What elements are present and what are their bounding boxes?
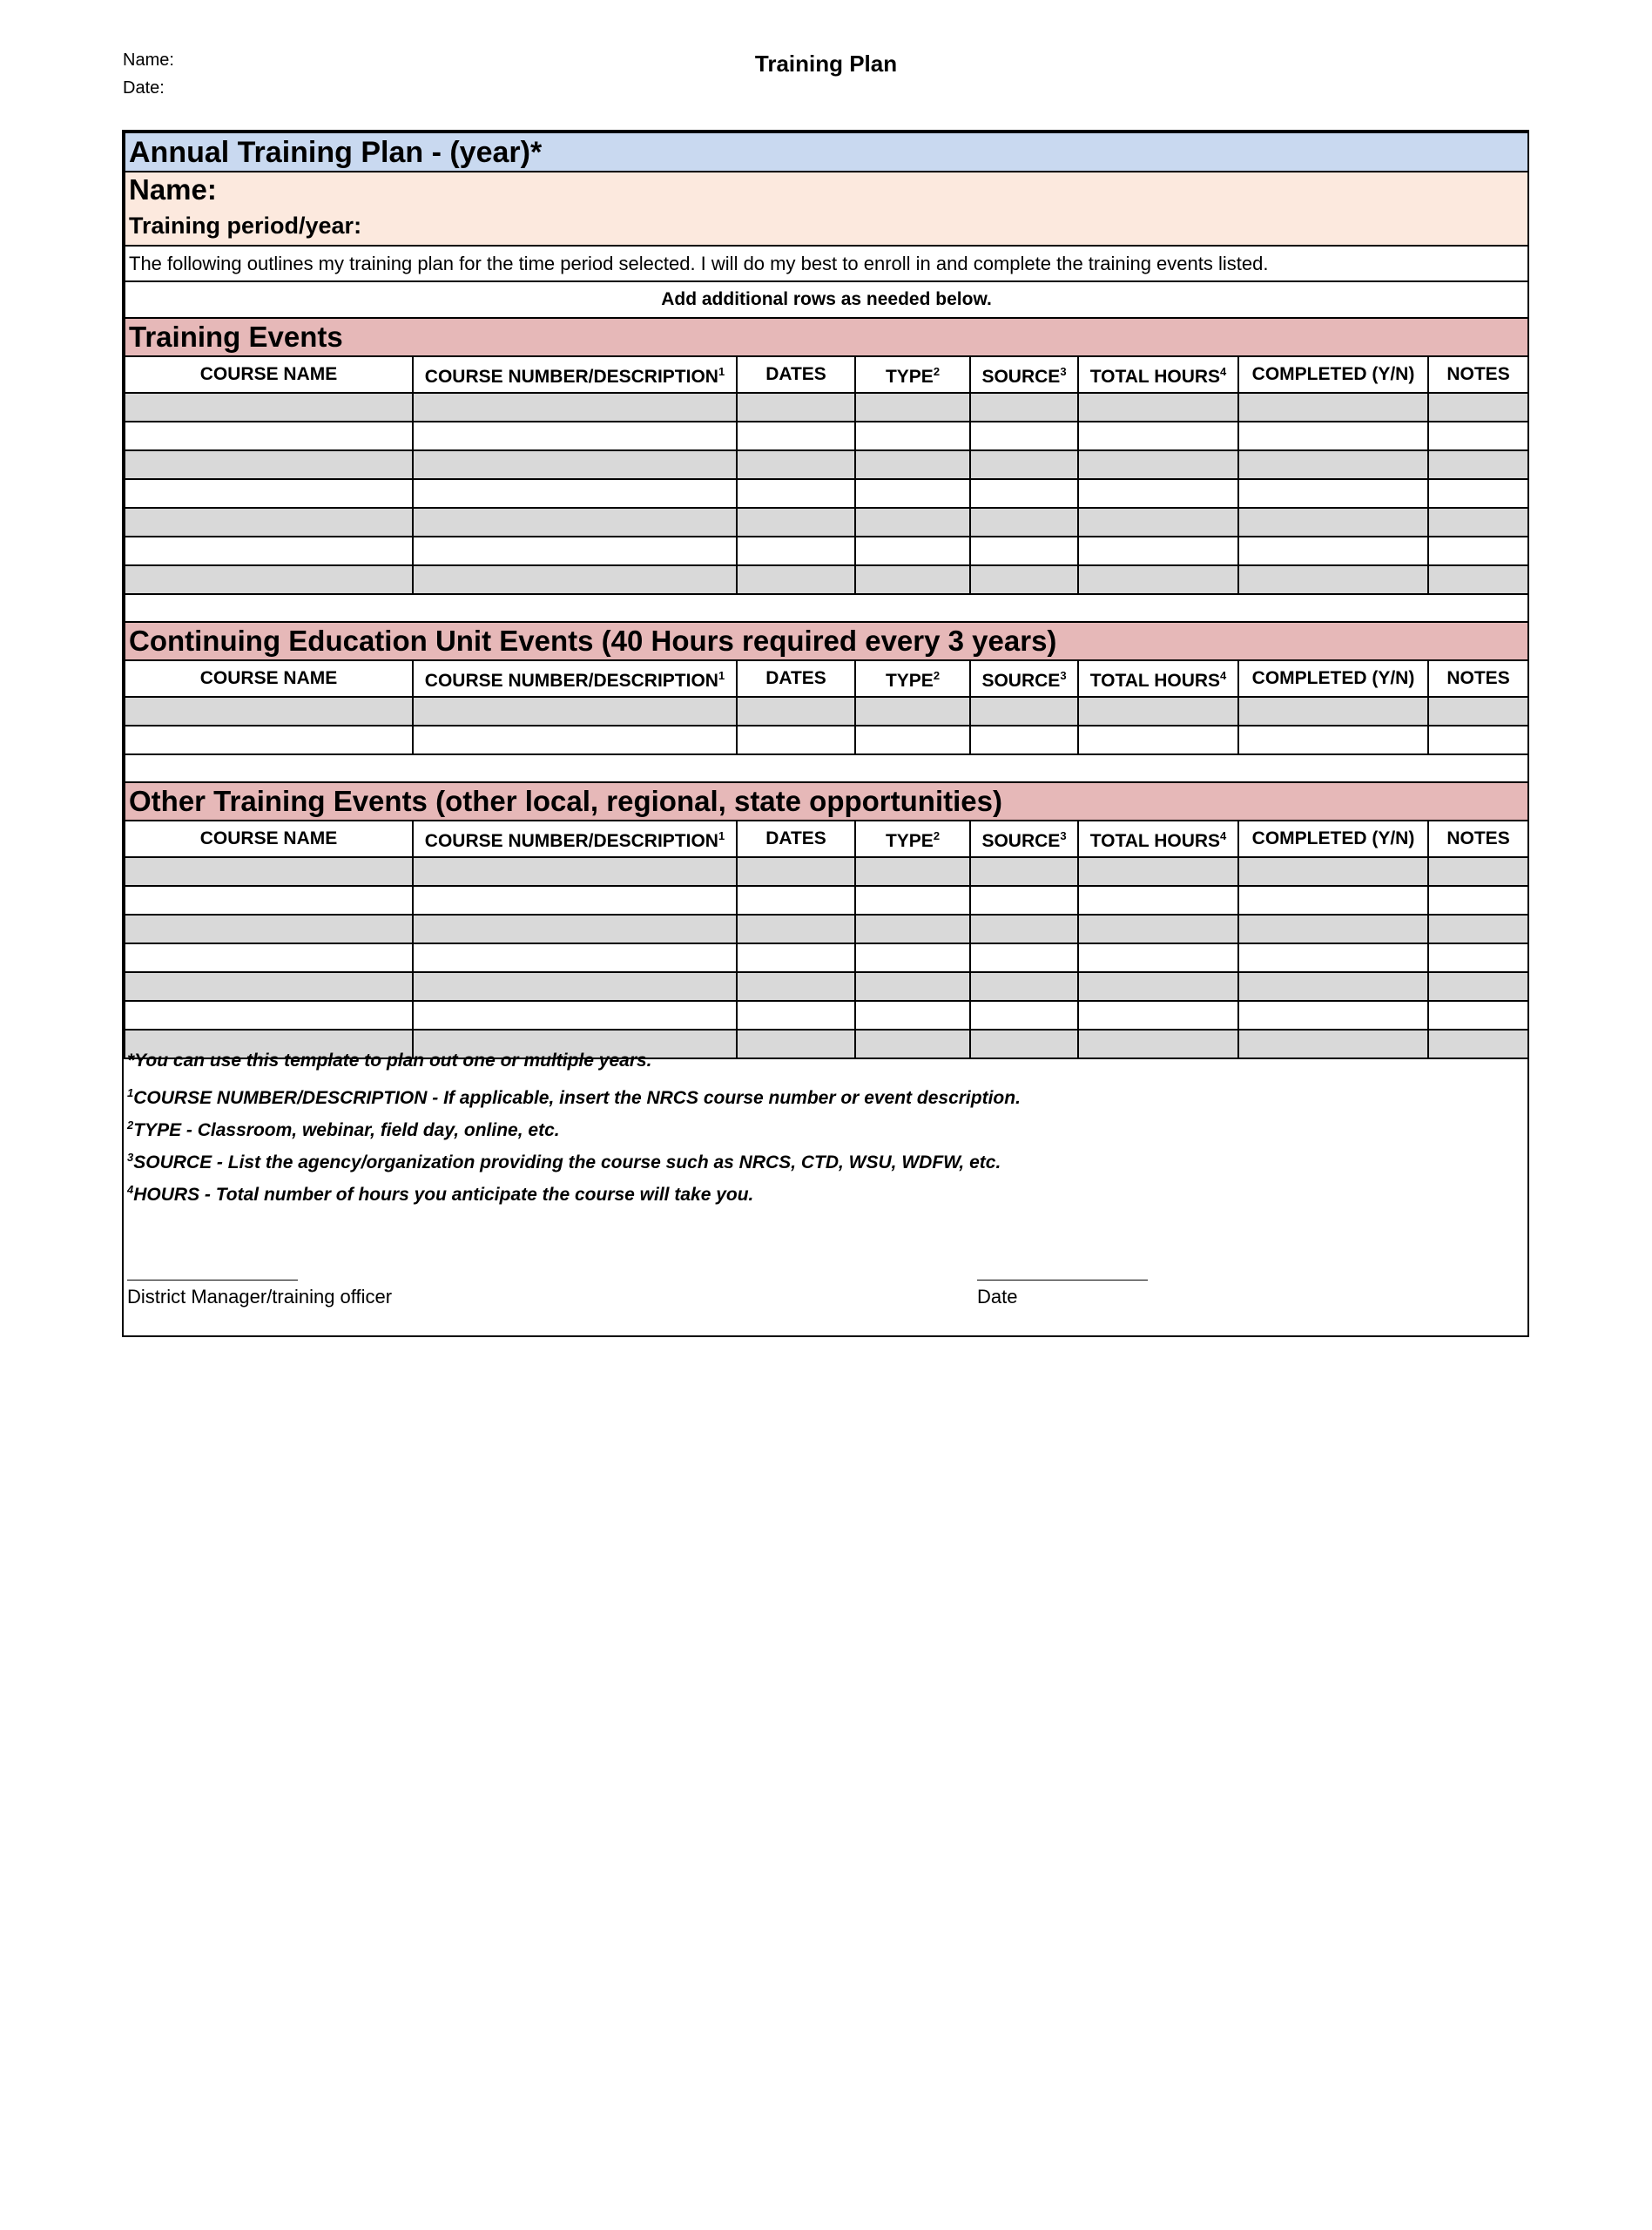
cell-completed-y-n[interactable]	[1238, 450, 1428, 479]
cell-notes[interactable]	[1428, 422, 1528, 450]
column-header-label: DATES	[765, 828, 826, 848]
cell-total-hours[interactable]	[1078, 565, 1238, 594]
cell-source[interactable]	[970, 422, 1078, 450]
footnote-text: HOURS - Total number of hours you anticipate the course will take you.	[133, 1185, 754, 1205]
footnote-number: 2	[127, 1118, 134, 1132]
footnote	[127, 1173, 1346, 1206]
cell-type[interactable]	[855, 972, 970, 1001]
cell-notes[interactable]	[1428, 1030, 1528, 1058]
cell-total-hours[interactable]	[1078, 697, 1238, 726]
cell-completed-y-n[interactable]	[1238, 943, 1428, 972]
footnote-marker: 1	[718, 829, 725, 842]
column-header-label: NOTES	[1446, 364, 1510, 384]
cell-total-hours[interactable]	[1078, 726, 1238, 754]
training-plan-table	[124, 132, 1529, 1059]
table-row	[125, 943, 1528, 972]
footnote-marker: 4	[1220, 365, 1227, 378]
cell-source[interactable]	[970, 393, 1078, 422]
cell-source[interactable]	[970, 508, 1078, 537]
cell-total-hours[interactable]	[1078, 422, 1238, 450]
cell-notes[interactable]	[1428, 450, 1528, 479]
cell-source[interactable]	[970, 972, 1078, 1001]
section-spacer	[125, 754, 1528, 782]
column-header-row	[125, 821, 1528, 857]
footnote	[127, 1109, 1346, 1141]
column-header-label: COURSE NAME	[199, 364, 338, 384]
column-header-label: TYPE	[885, 367, 934, 387]
cell-type[interactable]	[855, 726, 970, 754]
column-header-total-hours	[1078, 356, 1238, 393]
table-row	[125, 393, 1528, 422]
table-row	[125, 450, 1528, 479]
date-signature-line[interactable]	[977, 1280, 1148, 1281]
cell-course-name[interactable]	[125, 1001, 413, 1030]
footnote-text: COURSE NUMBER/DESCRIPTION - If applicable, insert the NRCS course number or event description.	[133, 1088, 1021, 1108]
column-header-label: TOTAL HOURS	[1089, 671, 1221, 691]
cell-total-hours[interactable]	[1078, 508, 1238, 537]
footnote-marker: 2	[933, 829, 941, 842]
column-header-label: SOURCE	[981, 671, 1061, 691]
cell-source[interactable]	[970, 915, 1078, 943]
column-header-notes	[1428, 356, 1528, 393]
cell-course-name[interactable]	[125, 537, 413, 565]
cell-course-number-description[interactable]	[413, 857, 737, 886]
page-title: Training Plan	[754, 51, 898, 77]
cell-dates[interactable]	[737, 943, 855, 972]
table-row	[125, 537, 1528, 565]
column-header-label: COURSE NUMBER/DESCRIPTION	[424, 367, 718, 387]
name-label: Name:	[123, 51, 174, 70]
footnote-marker: 1	[718, 669, 725, 682]
cell-dates[interactable]	[737, 537, 855, 565]
cell-course-name[interactable]	[125, 479, 413, 508]
column-header-label: TOTAL HOURS	[1089, 831, 1221, 851]
column-header-completed-y-n	[1238, 660, 1428, 697]
cell-total-hours[interactable]	[1078, 915, 1238, 943]
cell-dates[interactable]	[737, 565, 855, 594]
spacer-cell	[125, 754, 1528, 782]
table-row	[125, 697, 1528, 726]
footnote-number: 1	[127, 1086, 134, 1099]
cell-dates[interactable]	[737, 393, 855, 422]
cell-source[interactable]	[970, 479, 1078, 508]
cell-course-number-description[interactable]	[413, 422, 737, 450]
cell-notes[interactable]	[1428, 1001, 1528, 1030]
footnote-text: TYPE - Classroom, webinar, field day, online, etc.	[133, 1120, 560, 1140]
training-period-label: Training period/year:	[125, 206, 1528, 246]
cell-notes[interactable]	[1428, 726, 1528, 754]
cell-course-name[interactable]	[125, 697, 413, 726]
column-header-course-number-description	[413, 660, 737, 697]
cell-course-number-description[interactable]	[413, 450, 737, 479]
footnote-number: 4	[127, 1183, 134, 1196]
footnote	[127, 1077, 1346, 1109]
column-header-label: NOTES	[1446, 828, 1510, 848]
column-header-row	[125, 356, 1528, 393]
column-header-course-name	[125, 660, 413, 697]
footnote-marker: 4	[1220, 829, 1227, 842]
cell-type[interactable]	[855, 697, 970, 726]
cell-total-hours[interactable]	[1078, 537, 1238, 565]
footnote-marker: 3	[1060, 829, 1067, 842]
cell-course-name[interactable]	[125, 943, 413, 972]
cell-source[interactable]	[970, 857, 1078, 886]
cell-notes[interactable]	[1428, 943, 1528, 972]
cell-course-number-description[interactable]	[413, 393, 737, 422]
spacer-cell	[125, 594, 1528, 622]
cell-notes[interactable]	[1428, 537, 1528, 565]
cell-total-hours[interactable]	[1078, 972, 1238, 1001]
column-header-label: TOTAL HOURS	[1089, 367, 1221, 387]
column-header-label: TYPE	[885, 831, 934, 851]
add-rows-note: Add additional rows as needed below.	[125, 281, 1528, 318]
cell-course-name[interactable]	[125, 972, 413, 1001]
footnote	[127, 1141, 1346, 1173]
cell-course-name[interactable]	[125, 886, 413, 915]
column-header-label: COURSE NUMBER/DESCRIPTION	[424, 671, 718, 691]
cell-dates[interactable]	[737, 697, 855, 726]
cell-course-number-description[interactable]	[413, 726, 737, 754]
column-header-dates	[737, 660, 855, 697]
cell-type[interactable]	[855, 886, 970, 915]
cell-completed-y-n[interactable]	[1238, 972, 1428, 1001]
cell-notes[interactable]	[1428, 508, 1528, 537]
cell-completed-y-n[interactable]	[1238, 508, 1428, 537]
cell-course-name[interactable]	[125, 450, 413, 479]
date-signature-label: Date	[977, 1286, 1018, 1308]
footnote-text: SOURCE - List the agency/organization providing the course such as NRCS, CTD, WSU, WDFW, etc.	[133, 1152, 1001, 1172]
cell-course-number-description[interactable]	[413, 479, 737, 508]
column-header-label: DATES	[765, 668, 826, 688]
table-row	[125, 508, 1528, 537]
footnotes	[127, 1044, 1346, 1206]
cell-notes[interactable]	[1428, 565, 1528, 594]
cell-course-number-description[interactable]	[413, 972, 737, 1001]
cell-total-hours[interactable]	[1078, 450, 1238, 479]
column-header-dates	[737, 356, 855, 393]
column-header-course-name	[125, 356, 413, 393]
cell-type[interactable]	[855, 537, 970, 565]
column-header-label: TYPE	[885, 671, 934, 691]
column-header-course-number-description	[413, 821, 737, 857]
cell-type[interactable]	[855, 943, 970, 972]
cell-completed-y-n[interactable]	[1238, 886, 1428, 915]
column-header-type	[855, 356, 970, 393]
section-title: Training Events	[125, 318, 1528, 356]
table-row	[125, 1001, 1528, 1030]
footnote	[127, 1044, 1346, 1077]
column-header-row	[125, 660, 1528, 697]
cell-course-name[interactable]	[125, 726, 413, 754]
cell-source[interactable]	[970, 537, 1078, 565]
cell-course-number-description[interactable]	[413, 1001, 737, 1030]
cell-dates[interactable]	[737, 857, 855, 886]
cell-notes[interactable]	[1428, 972, 1528, 1001]
column-header-type	[855, 660, 970, 697]
cell-course-name[interactable]	[125, 915, 413, 943]
footnote-marker: 2	[933, 669, 941, 682]
cell-dates[interactable]	[737, 726, 855, 754]
cell-source[interactable]	[970, 943, 1078, 972]
column-header-total-hours	[1078, 821, 1238, 857]
section-title: Other Training Events (other local, regional, state opportunities)	[125, 782, 1528, 821]
cell-type[interactable]	[855, 450, 970, 479]
cell-type[interactable]	[855, 857, 970, 886]
cell-dates[interactable]	[737, 972, 855, 1001]
footnote-marker: 3	[1060, 669, 1067, 682]
cell-completed-y-n[interactable]	[1238, 537, 1428, 565]
footnote-marker: 2	[933, 365, 941, 378]
cell-notes[interactable]	[1428, 479, 1528, 508]
cell-source[interactable]	[970, 450, 1078, 479]
column-header-dates	[737, 821, 855, 857]
footnote-marker: 3	[1060, 365, 1067, 378]
column-header-label: COMPLETED (Y/N)	[1251, 668, 1415, 688]
cell-notes[interactable]	[1428, 915, 1528, 943]
cell-completed-y-n[interactable]	[1238, 1001, 1428, 1030]
cell-notes[interactable]	[1428, 886, 1528, 915]
column-header-type	[855, 821, 970, 857]
cell-total-hours[interactable]	[1078, 886, 1238, 915]
cell-type[interactable]	[855, 915, 970, 943]
table-row	[125, 915, 1528, 943]
cell-completed-y-n[interactable]	[1238, 565, 1428, 594]
column-header-label: COMPLETED (Y/N)	[1251, 364, 1415, 384]
cell-dates[interactable]	[737, 422, 855, 450]
cell-source[interactable]	[970, 565, 1078, 594]
column-header-label: COURSE NAME	[199, 828, 338, 848]
table-row	[125, 857, 1528, 886]
column-header-course-name	[125, 821, 413, 857]
footnote-marker: 4	[1220, 669, 1227, 682]
column-header-notes	[1428, 821, 1528, 857]
cell-source[interactable]	[970, 726, 1078, 754]
cell-completed-y-n[interactable]	[1238, 479, 1428, 508]
cell-course-number-description[interactable]	[413, 943, 737, 972]
training-plan-form	[122, 130, 1529, 1337]
form-name-label: Name:	[125, 172, 1528, 206]
cell-type[interactable]	[855, 508, 970, 537]
cell-type[interactable]	[855, 393, 970, 422]
cell-completed-y-n[interactable]	[1238, 422, 1428, 450]
table-row	[125, 886, 1528, 915]
cell-course-name[interactable]	[125, 422, 413, 450]
cell-total-hours[interactable]	[1078, 943, 1238, 972]
cell-completed-y-n[interactable]	[1238, 857, 1428, 886]
column-header-source	[970, 660, 1078, 697]
cell-dates[interactable]	[737, 915, 855, 943]
cell-source[interactable]	[970, 886, 1078, 915]
cell-completed-y-n[interactable]	[1238, 726, 1428, 754]
column-header-label: COMPLETED (Y/N)	[1251, 828, 1415, 848]
column-header-course-number-description	[413, 356, 737, 393]
cell-notes[interactable]	[1428, 697, 1528, 726]
cell-completed-y-n[interactable]	[1238, 393, 1428, 422]
cell-type[interactable]	[855, 1001, 970, 1030]
officer-signature-label: District Manager/training officer	[127, 1286, 393, 1308]
cell-course-name[interactable]	[125, 393, 413, 422]
cell-completed-y-n[interactable]	[1238, 697, 1428, 726]
column-header-label: COURSE NUMBER/DESCRIPTION	[424, 831, 718, 851]
cell-course-name[interactable]	[125, 857, 413, 886]
cell-dates[interactable]	[737, 508, 855, 537]
footnote-number: 3	[127, 1151, 134, 1164]
cell-type[interactable]	[855, 565, 970, 594]
column-header-label: SOURCE	[981, 367, 1061, 387]
cell-total-hours[interactable]	[1078, 393, 1238, 422]
column-header-source	[970, 356, 1078, 393]
cell-source[interactable]	[970, 697, 1078, 726]
cell-total-hours[interactable]	[1078, 1001, 1238, 1030]
cell-dates[interactable]	[737, 1001, 855, 1030]
cell-notes[interactable]	[1428, 393, 1528, 422]
officer-signature-line[interactable]	[127, 1280, 298, 1281]
column-header-label: NOTES	[1446, 668, 1510, 688]
cell-course-number-description[interactable]	[413, 508, 737, 537]
cell-completed-y-n[interactable]	[1238, 915, 1428, 943]
form-title: Annual Training Plan - (year)*	[125, 132, 1528, 172]
intro-text: The following outlines my training plan for the time period selected. I will do my best to enroll in and complete the training events listed.	[125, 246, 1528, 281]
section-spacer	[125, 594, 1528, 622]
table-row	[125, 972, 1528, 1001]
cell-course-number-description[interactable]	[413, 697, 737, 726]
cell-total-hours[interactable]	[1078, 479, 1238, 508]
cell-course-number-description[interactable]	[413, 886, 737, 915]
table-row	[125, 726, 1528, 754]
cell-course-number-description[interactable]	[413, 915, 737, 943]
footnote-marker: 1	[718, 365, 725, 378]
cell-type[interactable]	[855, 422, 970, 450]
section-title: Continuing Education Unit Events (40 Hours required every 3 years)	[125, 622, 1528, 660]
table-row	[125, 565, 1528, 594]
cell-total-hours[interactable]	[1078, 857, 1238, 886]
cell-dates[interactable]	[737, 479, 855, 508]
cell-course-number-description[interactable]	[413, 537, 737, 565]
cell-course-number-description[interactable]	[413, 565, 737, 594]
cell-course-name[interactable]	[125, 508, 413, 537]
column-header-label: COURSE NAME	[199, 668, 338, 688]
cell-course-name[interactable]	[125, 565, 413, 594]
date-label: Date:	[123, 78, 165, 98]
column-header-source	[970, 821, 1078, 857]
footnote-text: *You can use this template to plan out one or multiple years.	[127, 1051, 652, 1071]
cell-dates[interactable]	[737, 450, 855, 479]
column-header-notes	[1428, 660, 1528, 697]
table-row	[125, 422, 1528, 450]
cell-notes[interactable]	[1428, 857, 1528, 886]
cell-type[interactable]	[855, 479, 970, 508]
cell-source[interactable]	[970, 1001, 1078, 1030]
column-header-completed-y-n	[1238, 356, 1428, 393]
cell-dates[interactable]	[737, 886, 855, 915]
table-row	[125, 479, 1528, 508]
column-header-label: DATES	[765, 364, 826, 384]
column-header-label: SOURCE	[981, 831, 1061, 851]
column-header-total-hours	[1078, 660, 1238, 697]
column-header-completed-y-n	[1238, 821, 1428, 857]
